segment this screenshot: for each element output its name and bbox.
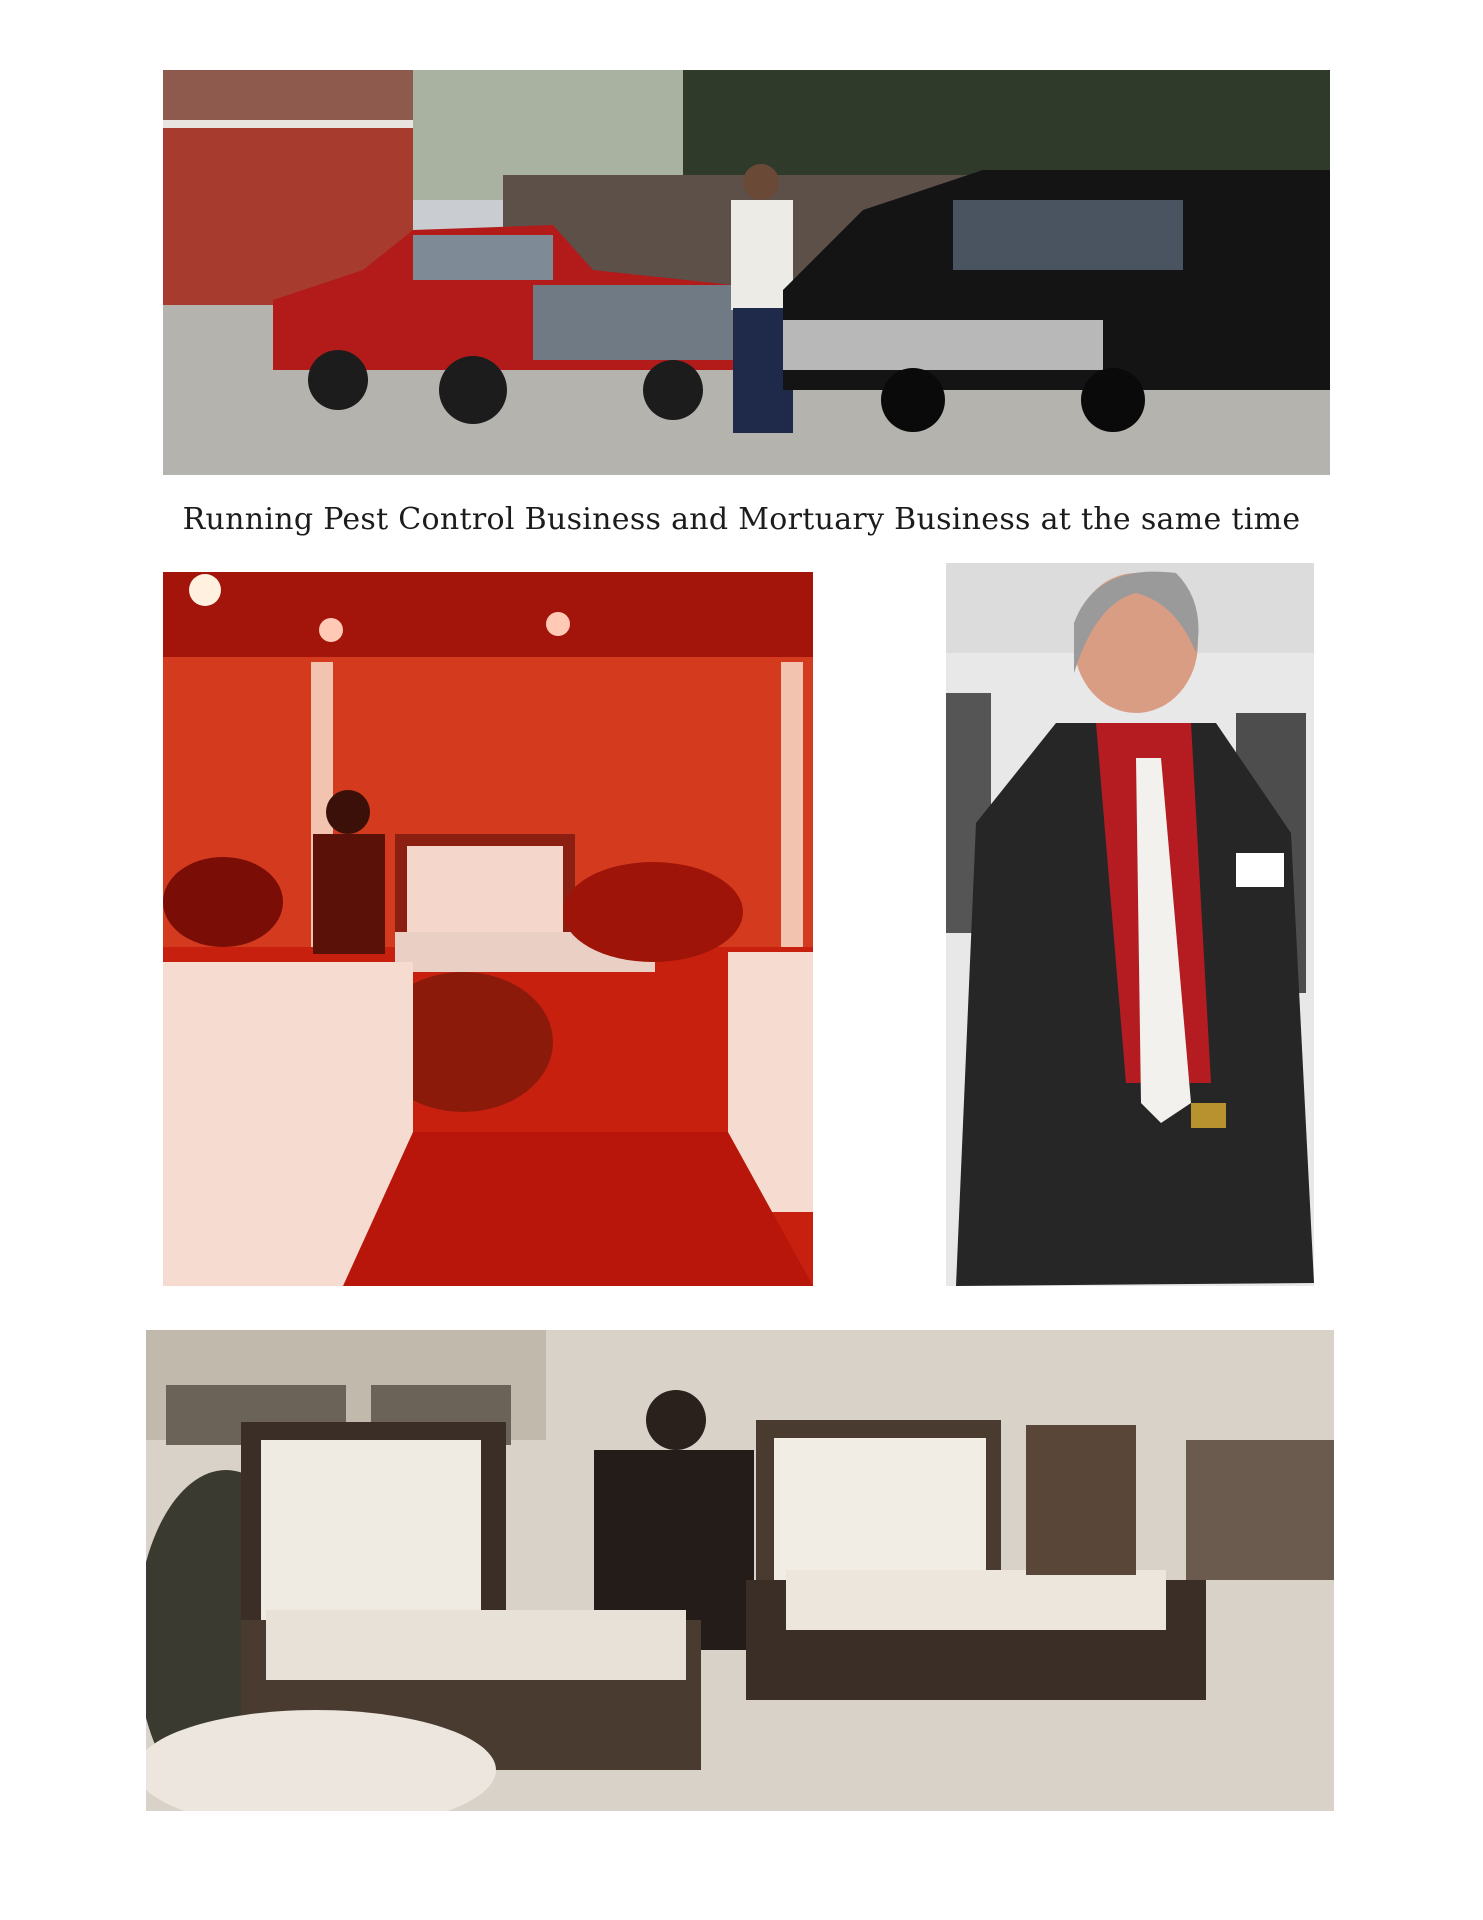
photo-truck-and-hearse xyxy=(163,70,1330,475)
photo-portrait-man-red-shirt xyxy=(946,563,1314,1286)
photo-casket-showroom xyxy=(146,1330,1334,1811)
page-caption: Running Pest Control Business and Mortuary Business at the same time xyxy=(182,502,1301,537)
photo-chapel-casket xyxy=(163,572,813,1286)
